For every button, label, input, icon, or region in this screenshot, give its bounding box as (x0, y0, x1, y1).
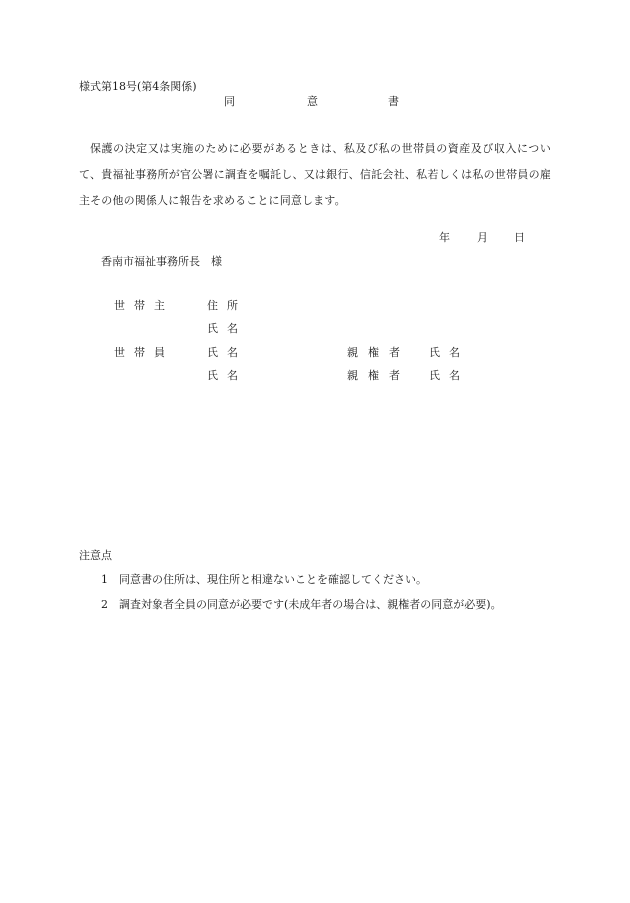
note-number-1: 1 (101, 573, 108, 586)
note-item-1 (101, 573, 427, 587)
guardian-label-1: 親権者 (347, 346, 410, 359)
note-text-1: 同意書の住所は、現住所と相違ないことを確認してください。 (119, 573, 427, 586)
date-day-label: 日 (514, 231, 525, 244)
note-text-2: 調査対象者全員の同意が必要です(未成年者の場合は、親権者の同意が必要)。 (119, 598, 502, 611)
member-name-label-2: 氏名 (207, 369, 247, 382)
form-number: 様式第18号(第4条関係) (79, 80, 197, 93)
title-char-2: 意 (307, 95, 318, 108)
title-char-3: 書 (388, 95, 399, 108)
date-month-label: 月 (477, 231, 488, 244)
note-item-2 (101, 598, 502, 612)
household-head-label: 世帯主 (114, 299, 174, 312)
household-member-label: 世帯員 (114, 346, 174, 359)
document-title (224, 95, 404, 109)
guardian-name-label-1: 氏名 (429, 346, 469, 359)
note-number-2: 2 (101, 598, 108, 611)
title-char-1: 同 (224, 95, 235, 108)
guardian-name-label-2: 氏名 (429, 369, 469, 382)
recipient: 香南市福祉事務所長 様 (101, 255, 222, 268)
date-year-label: 年 (439, 231, 450, 244)
notes-heading: 注意点 (79, 549, 112, 562)
guardian-label-2: 親権者 (347, 369, 410, 382)
date-line (439, 231, 529, 245)
member-name-label-1: 氏名 (207, 346, 247, 359)
head-address-label: 住所 (207, 299, 247, 312)
head-name-label: 氏名 (207, 322, 247, 335)
consent-paragraph: 保護の決定又は実施のために必要があるときは、私及び私の世帯員の資産及び収入について、貴福祉事務所が官公署に調査を嘱託し、又は銀行、信託会社、私若しくは私の世帯員の雇主その他の関係人に報告を求めることに同意します。 (79, 142, 551, 207)
